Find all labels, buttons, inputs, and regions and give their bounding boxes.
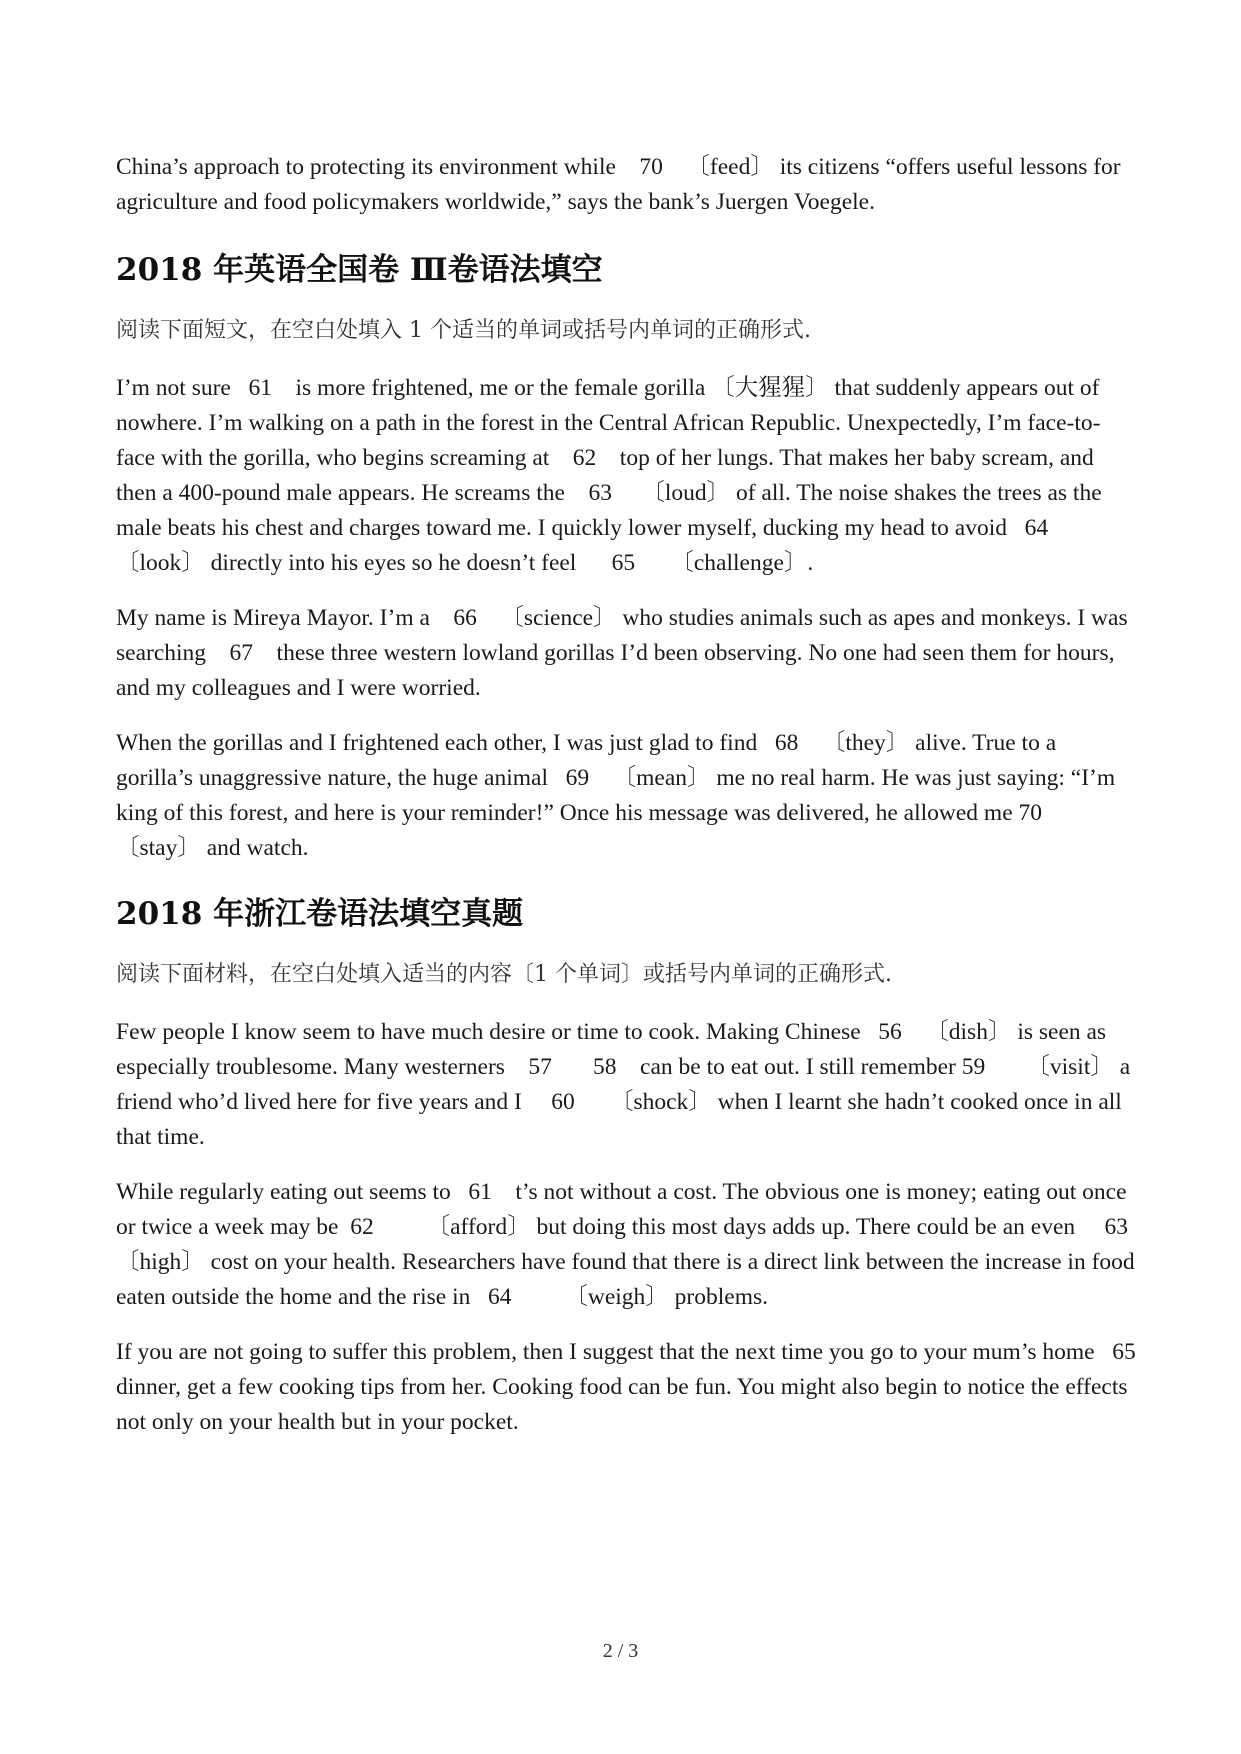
document-page — [116, 150, 1166, 1440]
section2-paragraph-3: If you are not going to suffer this problem, then I suggest that the next time you go to your mum’s home 65 dinner, get a few cooking tips from her. Cooking food can be fun. You might also begin to notice the effects not only on your health but in your pocket. — [116, 1339, 1166, 1435]
section1-instruction: 阅读下面短文，在空白处填入 1 个适当的单词或括号内单词的正确形式. — [116, 318, 811, 343]
section2-paragraph-1: Few people I know seem to have much desire or time to cook. Making Chinese 56 〔dish〕 is seen as especially troublesome. Many westerners 57 58 can be to eat out. I still remember 59 〔visit〕 a friend who’d lived here for five years and I 60 〔shock〕 when I learnt she hadn’t cooked once in all that time. — [116, 1019, 1137, 1150]
section2-instruction: 阅读下面材料，在空白处填入适当的内容〔1 个单词〕或括号内单词的正确形式. — [116, 962, 892, 987]
section1-paragraph-1: I’m not sure 61 is more frightened, me or the female gorilla 〔大猩猩〕 that suddenly appears out of nowhere. I’m walking on a path in the forest in the Central African Republic. Unexpectedly, I’m face-to-face with the gorilla, who begins screaming at 62 top of her lungs. That makes her baby scream, and then a 400-pound male appears. He screams the 63 〔loud〕 of all. The noise shakes the trees as the male beats his chest and charges toward me. I quickly lower myself, ducking my head to avoid 64 〔look〕 directly into his eyes so he doesn’t feel 65 〔challenge〕. — [116, 375, 1108, 576]
section2-paragraph-2: While regularly eating out seems to 61 t’s not without a cost. The obvious one is money; eating out once or twice a week may be 62 〔afford〕 but doing this most days adds up. There could be an even 63 〔high〕 cost on your health. Researchers have found that there is a direct link between the increase in food eaten outside the home and the rise in 64 〔weigh〕 problems. — [116, 1179, 1158, 1310]
section2-heading: 2018 年浙江卷语法填空真题 — [116, 896, 524, 932]
section1-paragraph-2: My name is Mireya Mayor. I’m a 66 〔science〕 who studies animals such as apes and monkeys. I was searching 67 these three western lowland gorillas I’d been observing. No one had seen them for hours, and my colleagues and I were worried. — [116, 605, 1134, 701]
section1-paragraph-3: When the gorillas and I frightened each other, I was just glad to find 68 〔they〕 alive. True to a gorilla’s unaggressive nature, the huge animal 69 〔mean〕 me no real harm. He was just saying: “I’m king of this forest, and here is your reminder!” Once his message was delivered, he allowed me 70 〔stay〕 and watch. — [116, 730, 1122, 861]
paragraph-top: China’s approach to protecting its environment while 70 〔feed〕 its citizens “offers useful lessons for agriculture and food policymakers worldwide,” says the bank’s Juergen Voegele. — [116, 154, 1127, 215]
page-number: 2 / 3 — [602, 1640, 639, 1662]
section1-heading: 2018 年英语全国卷 Ⅲ卷语法填空 — [116, 252, 603, 288]
